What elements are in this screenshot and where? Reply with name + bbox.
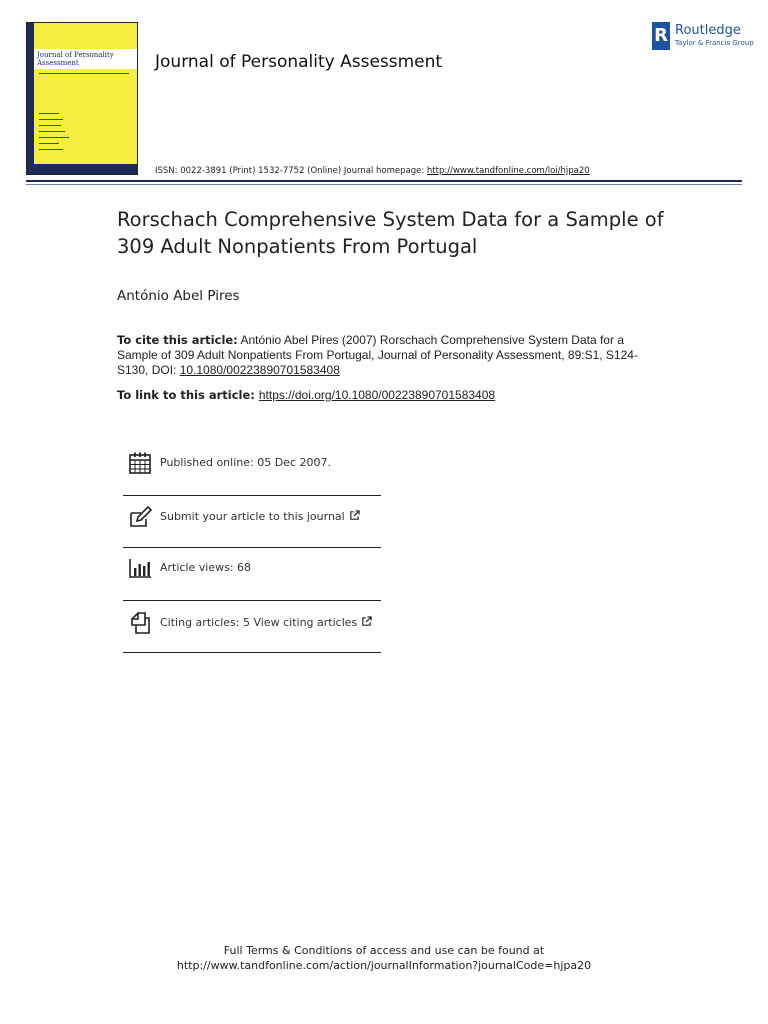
citation-label: To cite this article: — [117, 333, 238, 347]
logo-name: Routledge — [675, 23, 741, 38]
cover-line — [39, 143, 59, 144]
published-row — [123, 445, 381, 481]
info-divider — [123, 600, 381, 601]
citing-documents-icon — [128, 611, 152, 635]
calendar-icon — [128, 451, 152, 475]
terms-url[interactable]: http://www.tandfonline.com/action/journalInformation?journalCode=hjpa20 — [176, 959, 592, 972]
cover-footer-band — [34, 164, 137, 174]
cover-line — [39, 137, 69, 138]
citation-text: António Abel Pires (2007) Rorschach Comprehensive System Data for a Sample of 309 Adult Nonpatients From Portugal, Journal of Personality Assessment, 89:S1, S124-S130, DOI: — [117, 333, 638, 377]
citing-articles-row[interactable] — [123, 605, 381, 641]
issn-line — [155, 166, 590, 176]
journal-homepage-link[interactable]: http://www.tandfonline.com/loi/hjpa20 — [426, 166, 590, 176]
issn-text: ISSN: 0022-3891 (Print) 1532-7752 (Online) Journal homepage: — [155, 166, 427, 176]
info-divider — [123, 547, 381, 548]
bar-chart-icon — [128, 556, 152, 580]
external-link-icon — [349, 510, 360, 521]
external-link-icon — [361, 616, 372, 627]
submit-article-label: Submit your article to this journal — [160, 510, 345, 523]
cover-line — [39, 149, 63, 150]
citing-articles-link[interactable] — [160, 616, 372, 629]
info-divider — [123, 652, 381, 653]
cover-title: Journal of Personality Assessment — [34, 49, 137, 69]
article-link-block — [117, 388, 495, 402]
citing-articles-label: Citing articles: 5 View citing articles — [160, 616, 358, 629]
submit-article-row[interactable] — [123, 499, 381, 535]
cover-line — [39, 125, 61, 126]
submit-article-link[interactable] — [160, 510, 360, 523]
link-label: To link to this article: — [117, 388, 255, 402]
citation-doi-link[interactable]: 10.1080/00223890701583408 — [179, 363, 340, 377]
cover-line — [39, 131, 65, 132]
routledge-r-icon: R — [652, 22, 670, 50]
article-author: António Abel Pires — [117, 288, 240, 304]
routledge-logo — [652, 22, 752, 52]
published-date: Published online: 05 Dec 2007. — [160, 456, 331, 469]
header-divider-thin — [26, 184, 742, 185]
article-views-row — [123, 550, 381, 586]
cover-line — [39, 113, 59, 114]
terms-line: Full Terms & Conditions of access and use can be found at — [223, 944, 545, 957]
cover-line — [39, 73, 129, 74]
header-divider — [26, 180, 742, 182]
article-views-count: Article views: 68 — [160, 561, 252, 574]
journal-title: Journal of Personality Assessment — [155, 52, 443, 72]
journal-cover-image — [26, 22, 138, 175]
info-divider — [123, 495, 381, 496]
citation-block — [117, 333, 657, 378]
cover-spine — [27, 23, 34, 174]
logo-subtitle: Taylor & Francis Group — [675, 39, 754, 47]
edit-icon — [128, 505, 152, 529]
terms-footer — [0, 943, 768, 973]
cover-line — [39, 119, 63, 120]
article-doi-link[interactable]: https://doi.org/10.1080/00223890701583408 — [258, 388, 496, 402]
article-title: Rorschach Comprehensive System Data for a Sample of 309 Adult Nonpatients From Portugal — [117, 208, 664, 258]
